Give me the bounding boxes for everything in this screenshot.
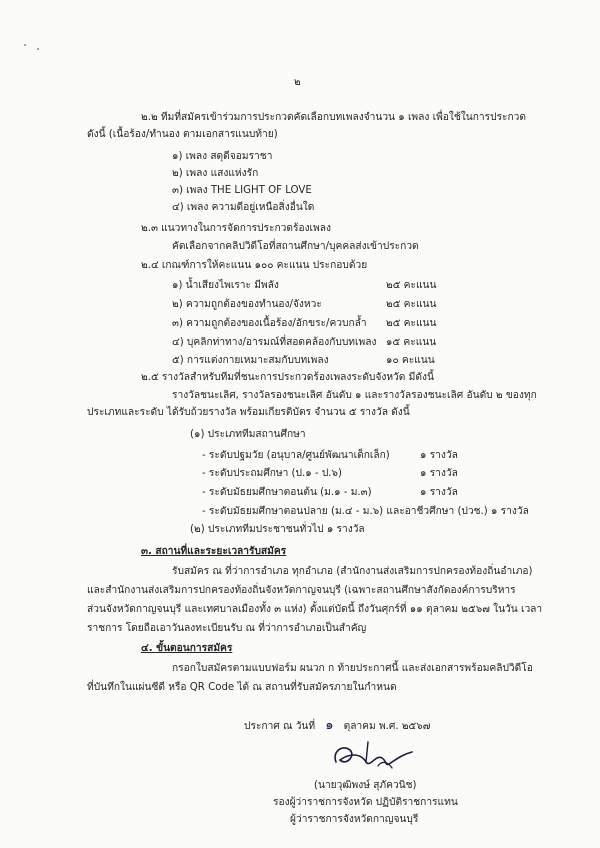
criterion-score: ๒๕ คะแนน — [386, 280, 437, 291]
song-item: ๒) เพลง แสงแห่งรัก — [172, 168, 259, 179]
award-type-2: (๒) ประเภททีมประชาชนทั่วไป ๑ รางวัล — [190, 524, 365, 535]
announce-day: ๑ — [325, 718, 334, 733]
announce-rest: ตุลาคม พ.ศ. ๒๕๖๗ — [343, 721, 431, 732]
criterion-label: ๕) การแต่งกายเหมาะสมกับบทเพลง — [172, 355, 329, 366]
s2-3-text: คัดเลือกจากคลิปวิดีโอที่สถานศึกษา/บุคคลส่งเข้าประกวด — [172, 241, 419, 252]
award-level: - ระดับมัธยมศึกษาตอนต้น (ม.๑ - ม.๓) — [202, 487, 372, 498]
s2-5-line2: ประเภทและระดับ ได้รับถ้วยรางวัล พร้อมเกียรติบัตร จำนวน ๕ รางวัล ดังนี้ — [87, 407, 410, 418]
s3-line: ราชการ โดยถือเอาวันลงทะเบียนรับ ณ ที่ว่าการอำเภอเป็นสำคัญ — [87, 623, 367, 634]
announce-line — [244, 719, 430, 733]
s2-5-line1: รางวัลชนะเลิศ, รางวัลรองชนะเลิศ อันดับ ๑ และรางวัลรองชนะเลิศ อันดับ ๒ ของทุก — [172, 390, 537, 401]
s3-heading: ๓. สถานที่และระยะเวลารับสมัคร — [141, 546, 287, 557]
criterion-score: ๑๐ คะแนน — [386, 355, 435, 366]
criterion-score: ๒๕ คะแนน — [386, 318, 437, 329]
song-item: ๑) เพลง สดุดีจอมราชา — [172, 151, 273, 162]
s3-line: ส่วนจังหวัดกาญจนบุรี และเทศบาลเมืองทั้ง ๓ แห่ง) ตั้งแต่บัดนี้ ถึงวันศุกร์ที่ ๑๑ ตุลาคม ๒๕๖๗ ในวัน เวลา — [87, 604, 543, 615]
scan-speck — [24, 44, 26, 46]
award-level: - ระดับมัธยมศึกษาตอนปลาย (ม.๔ - ม.๖) และอาชีวศึกษา (ปวช.) ๑ รางวัล — [202, 506, 529, 517]
scan-speck — [37, 48, 39, 50]
award-count: ๑ รางวัล — [420, 450, 458, 461]
s3-line: และสำนักงานส่งเสริมการปกครองท้องถิ่นจังหวัดกาญจนบุรี (เฉพาะสถานศึกษาสังกัดองค์การบริหาร — [87, 585, 516, 596]
announce-prefix: ประกาศ ณ วันที่ — [244, 721, 316, 732]
s4-line: ที่บันทึกในแผ่นซีดี หรือ QR Code ได้ ณ สถานที่รับสมัครภายในกำหนด — [87, 682, 397, 693]
criterion-label: ๑) น้ำเสียงไพเราะ มีพลัง — [172, 280, 279, 291]
signer-name: (นายวุฒิพงษ์ สุภัควนิช) — [314, 780, 417, 791]
song-item: ๓) เพลง THE LIGHT OF LOVE — [172, 185, 312, 196]
criterion-score: ๑๕ คะแนน — [386, 337, 437, 348]
award-level: - ระดับประถมศึกษา (ป.๑ - ป.๖) — [202, 468, 342, 479]
criterion-label: ๔) บุคลิกท่าทาง/อารมณ์ที่สอดคล้องกับบทเพลง — [172, 337, 377, 348]
criterion-label: ๓) ความถูกต้องของเนื้อร้อง/อักขระ/ควบกล้ำ — [172, 318, 367, 329]
signer-position-2: ผู้ว่าราชการจังหวัดกาญจนบุรี — [290, 814, 419, 825]
criterion-score: ๒๕ คะแนน — [386, 299, 437, 310]
s4-heading: ๔. ขั้นตอนการสมัคร — [141, 643, 233, 654]
s4-line: กรอกใบสมัครตามแบบฟอร์ม ผนวก ก ท้ายประกาศนี้ และส่งเอกสารพร้อมคลิปวิดีโอ — [172, 663, 533, 674]
award-level: - ระดับปฐมวัย (อนุบาล/ศูนย์พัฒนาเด็กเล็ก) — [202, 450, 390, 461]
signer-position-1: รองผู้ว่าราชการจังหวัด ปฏิบัติราชการแทน — [273, 797, 458, 808]
award-count: ๑ รางวัล — [420, 468, 458, 479]
award-count: ๑ รางวัล — [420, 487, 458, 498]
handwritten-signature — [322, 732, 422, 780]
s2-4-heading: ๒.๔ เกณฑ์การให้คะแนน ๑๐๐ คะแนน ประกอบด้วย — [141, 260, 368, 271]
s2-5-heading: ๒.๕ รางวัลสำหรับทีมที่ชนะการประกวดร้องเพลงระดับจังหวัด มีดังนี้ — [141, 372, 434, 383]
s2-3-heading: ๒.๓ แนวทางในการจัดการประกวดร้องเพลง — [141, 223, 331, 234]
s2-2-line1: ๒.๒ ทีมที่สมัครเข้าร่วมการประกวดคัดเลือกบทเพลงจำนวน ๑ เพลง เพื่อใช้ในการประกวด — [141, 112, 527, 123]
criterion-label: ๒) ความถูกต้องของทำนอง/จังหวะ — [172, 299, 322, 310]
s2-2-line2: ดังนี้ (เนื้อร้อง/ทำนอง ตามเอกสารแนบท้าย) — [87, 129, 278, 140]
song-item: ๔) เพลง ความดีอยู่เหนือสิ่งอื่นใด — [172, 202, 315, 213]
page-number: ๒ — [294, 77, 301, 88]
s3-line: รับสมัคร ณ ที่ว่าการอำเภอ ทุกอำเภอ (สำนักงานส่งเสริมการปกครองท้องถิ่นอำเภอ) — [172, 566, 533, 577]
award-type-1: (๑) ประเภททีมสถานศึกษา — [190, 429, 306, 440]
